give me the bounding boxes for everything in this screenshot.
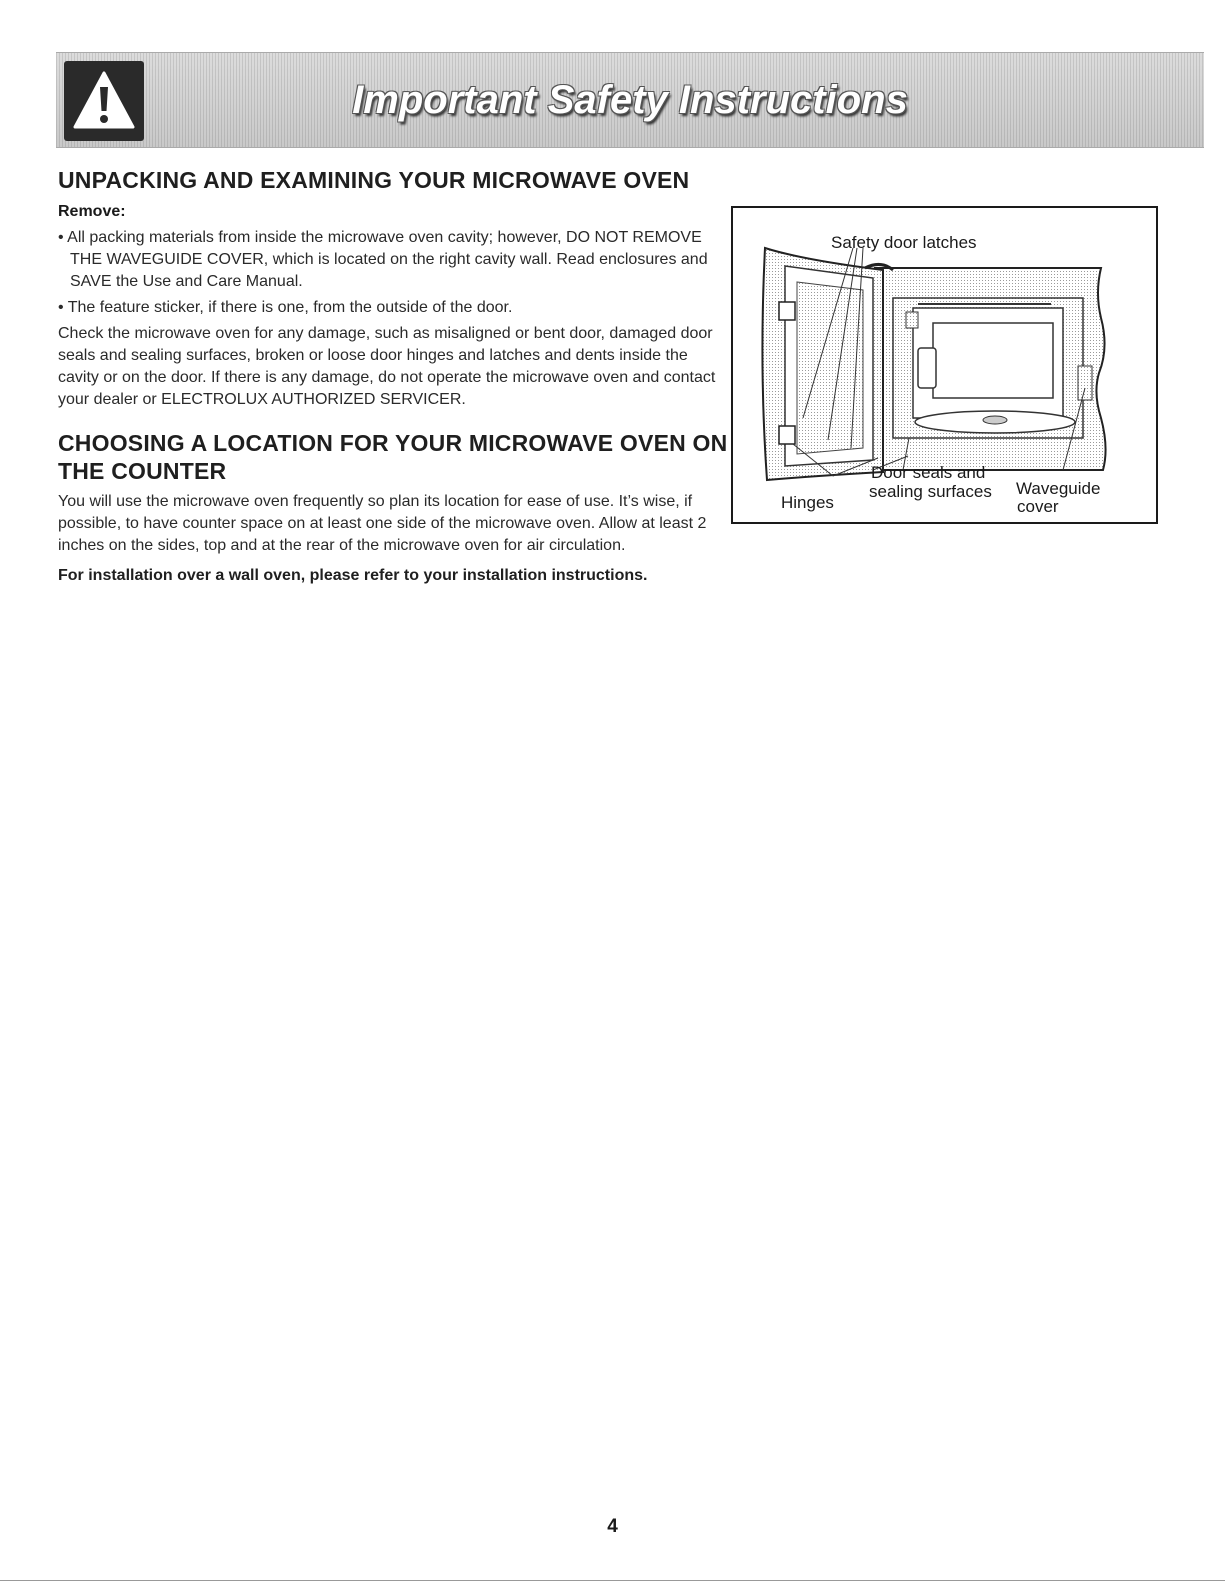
installation-note: For installation over a wall oven, please refer to your installation instructions. [58,567,648,584]
inspection-paragraph: Check the microwave oven for any damage, such as misaligned or bent door, damaged door seals and sealing surfaces, broken or loose door hinges and latches and dents inside the cavity or on the door. If there is any damage, do not operate the microwave oven and contact your dealer or ELECTROLUX AUTHORIZED SERVICER. [58,325,716,408]
remove-label: Remove: [58,203,126,220]
bottom-divider [0,1580,1225,1581]
label-safety-door-latches: Safety door latches [831,233,977,252]
label-sealing-surfaces: sealing surfaces [869,482,992,501]
section-heading-unpacking: UNPACKING AND EXAMINING YOUR MICROWAVE OVEN [58,167,690,193]
location-paragraph: You will use the microwave oven frequently so plan its location for ease of use. It’s wise, if possible, to have counter space on at least one side of the microwave oven. Allow at least 2 inches on the sides, top and at the rear of the microwave oven for air circulation. [58,493,707,554]
page-title: Important Safety Instructions [352,78,908,122]
warning-triangle-icon [72,69,136,133]
main-content [58,166,728,587]
microwave-diagram [731,206,1158,524]
bullet-item: • All packing materials from inside the microwave oven cavity; however, DO NOT REMOVE THE WAVEGUIDE COVER, which is located on the right cavity wall. Read enclosures and SAVE the Use and Care Manual. [58,229,708,290]
label-hinges: Hinges [781,493,834,512]
label-waveguide: Waveguide [1016,479,1101,498]
section-heading-location: CHOOSING A LOCATION FOR YOUR MICROWAVE OVEN ON THE COUNTER [58,430,728,484]
warning-badge [64,61,144,141]
label-cover: cover [1017,497,1059,516]
page-number: 4 [607,1516,618,1537]
bullet-item: • The feature sticker, if there is one, from the outside of the door. [58,299,513,316]
header-banner [56,52,1204,148]
label-door-seals: Door seals and [871,463,986,482]
